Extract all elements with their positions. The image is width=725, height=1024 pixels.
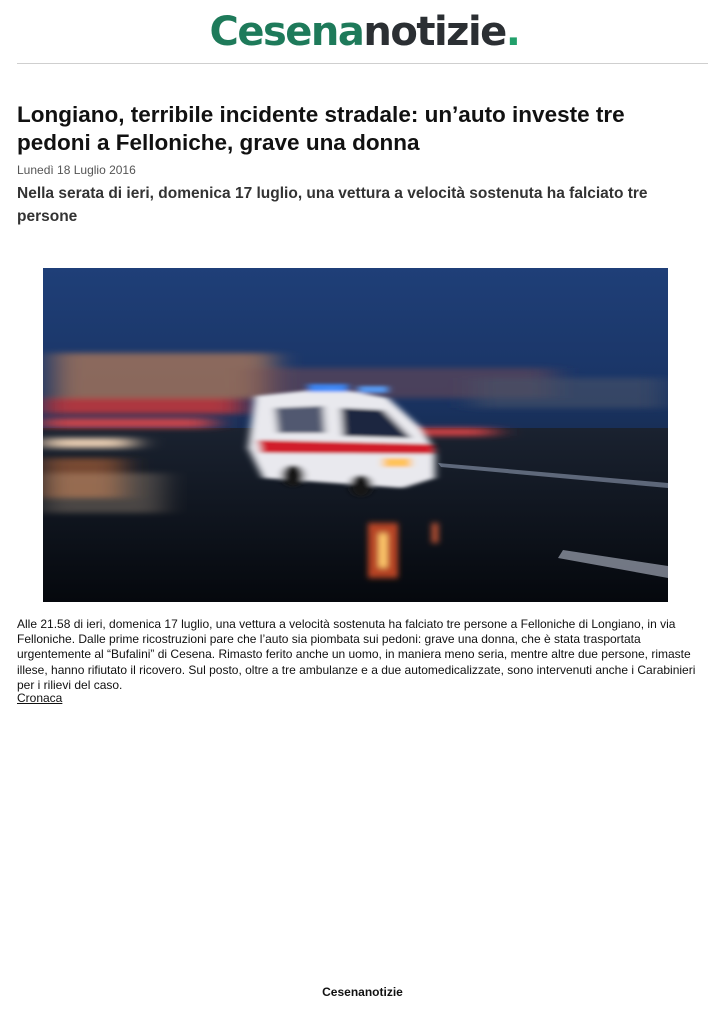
ambulance-illustration — [43, 268, 668, 602]
article-photo — [43, 268, 668, 602]
logo-dot: . — [505, 9, 520, 55]
masthead — [0, 8, 725, 56]
article-body: Alle 21.58 di ieri, domenica 17 luglio, una vettura a velocità sostenuta ha falciato tre persone a Felloniche di Longiano, in via Felloniche. Dalle prime ricostruzioni pare che l’auto sia piombata sui pedoni: grave una donna, che è stata trasportata urgentemente al “Bufalini” di Cesena. Rimasto ferito anche un uomo, in maniera meno seria, mentre altre due persone, rimaste illese, hanno rifiutato il ricovero. Sul posto, oltre a tre ambulanze e a due automedicalizzate, sono intervenuti anche i Carabinieri per i rilievi del caso. — [17, 617, 696, 692]
article-date: Lunedì 18 Luglio 2016 — [17, 163, 136, 177]
footer-site-name: Cesenanotizie — [322, 985, 403, 999]
article-subtitle: Nella serata di ieri, domenica 17 luglio, una vettura a velocità sostenuta ha falciato tre persone — [17, 185, 648, 225]
header-divider — [17, 63, 708, 64]
article-title: Longiano, terribile incidente stradale: un’auto investe tre pedoni a Felloniche, grave una donna — [17, 102, 625, 155]
site-logo[interactable] — [205, 8, 519, 56]
logo-text-cesena: Cesena — [209, 9, 364, 55]
logo-text-notizie: notizie — [363, 9, 506, 55]
category-link-cronaca[interactable]: Cronaca — [17, 691, 63, 705]
